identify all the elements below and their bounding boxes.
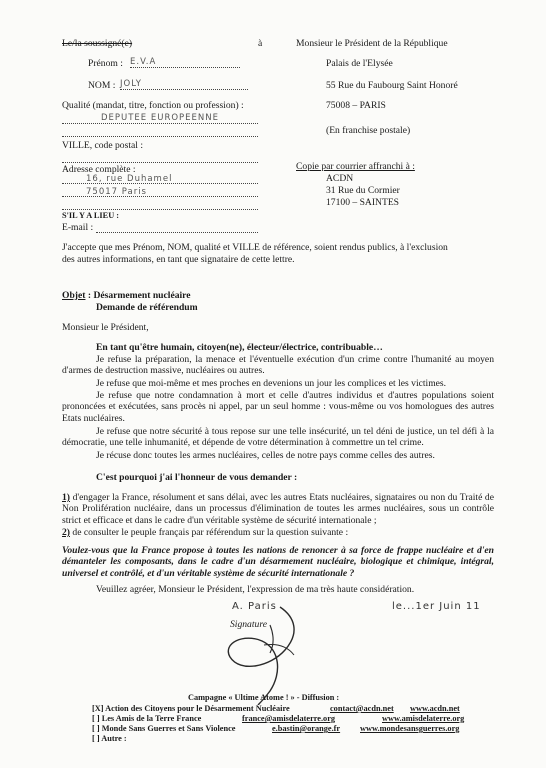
demand-2: 2) de consulter le peuple français par référendum sur la question suivante : [62,527,349,538]
paragraph-4: Je refuse que notre sécurité à tous repose sur une telle insécurité, un tel déni de justice, un tel défi à la démocratie, une telle inhumanité, et dépende de votre détermination à commettre un tel crime. [62,426,494,449]
checkbox[interactable]: [ ] [92,714,100,723]
salutation: Monsieur le Président, [62,322,149,333]
recipient-line4: 75008 – PARIS [326,100,386,111]
qualite-field-line2[interactable] [62,126,258,137]
undersigned-label: Le/la soussigné(e) [62,38,133,49]
signature-scribble [200,595,340,705]
org-name: Les Amis de la Terre France [101,714,202,723]
campaign-row [92,704,512,714]
at-label: à [258,38,263,49]
paragraph-1: Je refuse la préparation, la menace et l'éventuelle exécution d'un crime contre l'humanité au moyen d'armes de destruction massive, nucléaires ou autres. [62,354,494,377]
prenom-label: Prénom : [88,58,123,69]
handwritten-date: le...1er Juin 11 [392,601,481,612]
body-heading: En tant qu'être humain, citoyen(ne), électeur/électrice, contribuable… [96,342,383,353]
recipient-line1: Monsieur le Président de la République [296,38,448,49]
copy-line2: 31 Rue du Cormier [326,185,400,196]
org-name: Autre : [101,734,127,743]
campaign-row [92,724,512,734]
recipient-line5: (En franchise postale) [326,125,411,136]
handwritten-place: A. Paris [232,601,277,612]
org-email-link[interactable]: e.bastin@orange.fr [272,724,341,733]
copy-label: Copie par courrier affranchi à : [296,161,415,172]
org-email-link[interactable]: france@amisdelaterre.org [242,714,336,723]
ville-field[interactable] [62,152,258,163]
campaign-row [92,714,512,724]
copy-line3: 17100 – SAINTES [326,197,400,208]
checkbox[interactable]: [ ] [92,734,100,743]
nom-field[interactable]: JOLY [120,78,248,90]
org-web-link[interactable]: www.acdn.net [410,704,460,713]
adresse-field-line1[interactable]: 16, rue Duhamel [62,173,258,184]
subject-line2: Demande de référendum [96,302,198,313]
org-name: Monde Sans Guerres et Sans Violence [101,724,236,733]
recipient-line3: 55 Rue du Faubourg Saint Honoré [326,80,458,91]
qualite-field[interactable]: DEPUTEE EUROPEENNE [62,112,258,124]
closing: Veuillez agréer, Monsieur le Président, l'expression de ma très haute considération. [96,584,415,595]
email-label: E-mail : [62,222,94,233]
qualite-label: Qualité (mandat, titre, fonction ou profession) : [62,100,244,111]
recipient-line2: Palais de l'Elysée [326,58,393,69]
checkbox[interactable]: [X] [92,704,104,713]
adresse-label: Adresse complète : [62,164,136,175]
copy-line1: ACDN [326,173,354,184]
sil-label: S'IL Y A LIEU : [62,211,120,220]
org-name: Action des Citoyens pour le Désarmement Nucléaire [105,704,290,713]
nom-label: NOM : [88,80,116,91]
demand-heading: C'est pourquoi j'ai l'honneur de vous demander : [96,472,298,483]
signature-label: Signature [230,619,267,630]
campaign-row [92,734,127,744]
prenom-field[interactable]: E.V.A [130,56,240,68]
paragraph-2: Je refuse que moi-même et mes proches en devenions un jour les complices et les victimes. [96,378,447,389]
subject-line1: Objet : Désarmement nucléaire [62,290,191,301]
campaign-title: Campagne « Ultime Atome ! » - Diffusion : [188,693,340,702]
adresse-field-line3[interactable] [62,199,258,210]
consent-line2: des autres informations, en tant que signataire de cette lettre. [62,254,295,265]
paragraph-3: Je refuse que notre condamnation à mort et celle d'autres individus et d'autres populations soient prononcées et exécutées, sans procès ni appel, par un seul homme : vous-même ou vos homologues des autres Etats nucléaires. [62,390,494,424]
ville-label: VILLE, code postal : [62,140,143,151]
checkbox[interactable]: [ ] [92,724,100,733]
demand-1: 1) d'engager la France, résolument et sans délai, avec les autres Etats nucléaires, signataires ou non du Traité de Non Prolifération nucléaire, dans un processus d'élimination de toutes les armes nucléaires, sous un contrôle strict et efficace et dans le cadre d'un véritable système de sécurité internationale ; [62,492,494,526]
consent-line1: J'accepte que mes Prénom, NOM, qualité et VILLE de référence, soient rendus publics, à l'exclusion [62,242,448,253]
org-email-link[interactable]: contact@acdn.net [330,704,394,713]
adresse-field-line2[interactable]: 75017 Paris [62,186,258,197]
paragraph-5: Je récuse donc toutes les armes nucléaires, celles de notre pays comme celles des autres. [96,450,435,461]
org-web-link[interactable]: www.amisdelaterre.org [382,714,465,723]
email-field[interactable] [96,222,258,233]
referendum-question: Voulez-vous que la France propose à toutes les nations de renoncer à sa force de frappe nucléaire et d'en démanteler les composants, dans le cadre d'un désarmement nucléaire, biologique et chimique, intégral, universel et contrôlé, et d'un véritable système de sécurité internationale ? [62,545,494,579]
org-web-link[interactable]: www.mondesansguerres.org [360,724,460,733]
